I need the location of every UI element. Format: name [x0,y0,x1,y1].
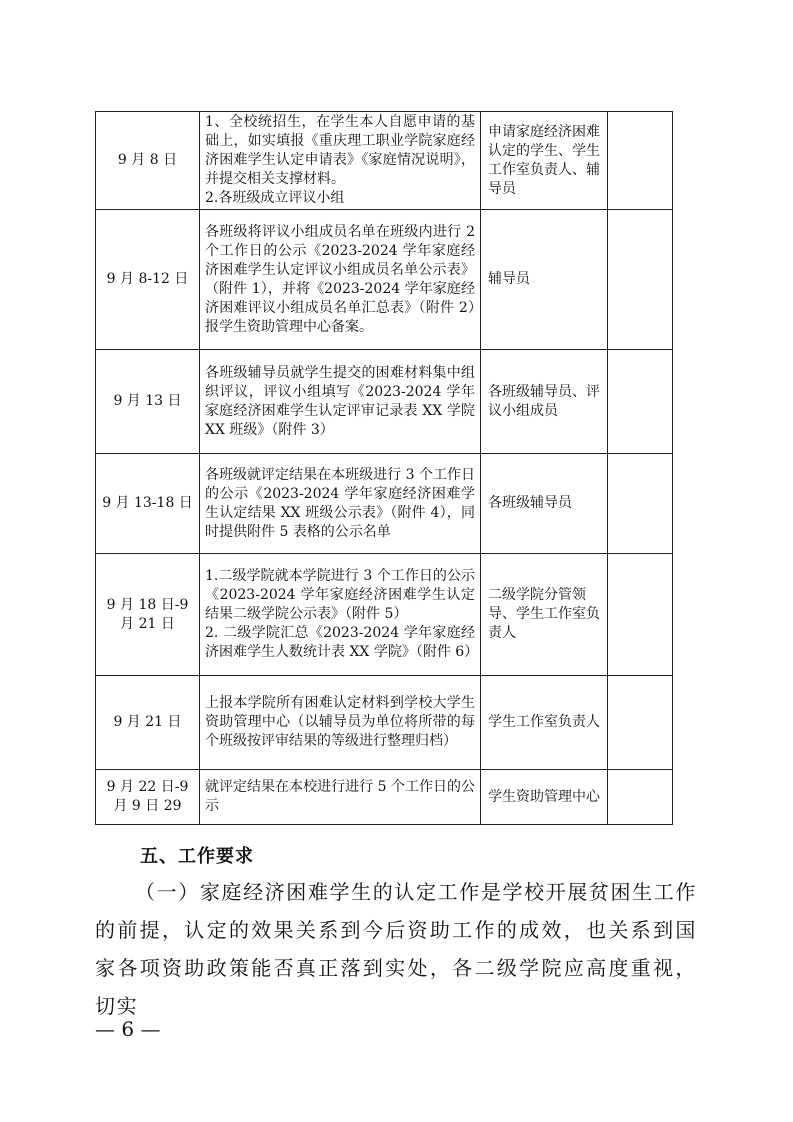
table-row [96,112,673,210]
schedule-table-body [96,112,673,825]
table-row [96,454,673,554]
responsible-cell: 学生资助管理中心 [481,770,608,825]
content-line: 2. 二级学院汇总《2023-2024 学年家庭经济困难学生人数统计表 XX 学院》（附件 6） [205,625,479,660]
content-cell [200,554,481,676]
date-cell: 9 月 13 日 [96,350,200,454]
content-line: 2.各班级成立评议小组 [205,190,345,206]
note-cell [608,112,673,210]
date-cell: 9 月 8 日 [96,112,200,210]
content-line: 1.二级学院就本学院进行 3 个工作日的公示《2023-2024 学年家庭经济困难学生认定结果二级学院公示表》（附件 5） [205,568,475,622]
content-cell [200,210,481,350]
responsible-cell: 申请家庭经济困难认定的学生、学生工作室负责人、辅导员 [481,112,608,210]
date-cell: 9 月 8-12 日 [96,210,200,350]
date-cell: 9 月 22 日-9 月 9 日 29 [96,770,200,825]
note-cell [608,554,673,676]
content-cell [200,454,481,554]
responsible-cell: 各班级辅导员 [481,454,608,554]
content-line: 各班级辅导员就学生提交的困难材料集中组织评议，评议小组填写《2023-2024 学年家庭经济困难学生认定评审记录表 XX 学院 XX 班级》（附件 3） [205,364,475,438]
note-cell [608,676,673,770]
section-heading: 五、工作要求 [140,846,254,867]
table-row [96,350,673,454]
content-line: 就评定结果在本校进行进行 5 个工作日的公示 [205,779,475,814]
content-line: 各班级将评议小组成员名单在班级内进行 2 个工作日的公示《2023-2024 学年家庭经济困难学生认定评议小组成员名单公示表》（附件 1），并将《2023-2024 学年家庭经济困难评议小组成员名单汇总表》（附件 2）报学生资助管理中心备案。 [205,223,475,335]
body-paragraph: （一）家庭经济困难学生的认定工作是学校开展贫困生工作的前提，认定的效果关系到今后资助工作的成效，也关系到国家各项资助政策能否真正落到实处，各二级学院应高度重视，切实 [95,880,697,1018]
content-line: 1、全校统招生，在学生本人自愿申请的基础上，如实填报《重庆理工职业学院家庭经济困难学生认定申请表》《家庭情况说明》，并提交相关支撑材料。 [205,114,475,187]
date-cell: 9 月 13-18 日 [96,454,200,554]
content-cell [200,676,481,770]
responsible-cell: 辅导员 [481,210,608,350]
date-cell: 9 月 21 日 [96,676,200,770]
responsible-cell: 二级学院分管领导、学生工作室负责人 [481,554,608,676]
schedule-table [95,111,673,825]
table-row [96,676,673,770]
note-cell [608,454,673,554]
content-line: 各班级就评定结果在本班级进行 3 个工作日的公示《2023-2024 学年家庭经济困难学生认定结果 XX 班级公示表》（附件 4），同时提供附件 5 表格的公示名单 [205,466,475,540]
content-cell [200,770,481,825]
content-cell [200,350,481,454]
note-cell [608,210,673,350]
content-line: 上报本学院所有困难认定材料到学校大学生资助管理中心（以辅导员为单位将所带的每个班级按评审结果的等级进行整理归档） [205,695,475,749]
responsible-cell: 学生工作室负责人 [481,676,608,770]
table-row [96,554,673,676]
responsible-cell: 各班级辅导员、评议小组成员 [481,350,608,454]
note-cell [608,350,673,454]
table-row [96,210,673,350]
table-row [96,770,673,825]
content-cell [200,112,481,210]
date-cell: 9 月 18 日-9 月 21 日 [96,554,200,676]
page-number: — 6 — [95,1017,161,1041]
note-cell [608,770,673,825]
